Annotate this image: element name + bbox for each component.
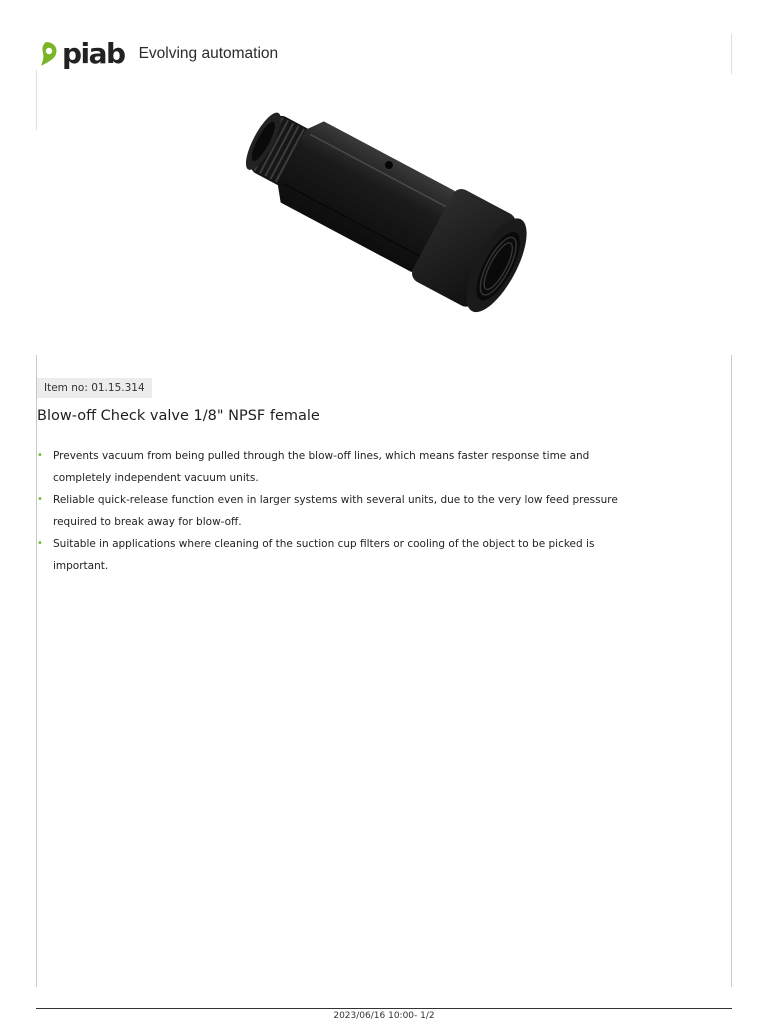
bullet-icon: • (37, 538, 43, 549)
feature-text: Suitable in applications where cleaning of the suction cup filters or cooling of the object to be picked is important. (53, 538, 595, 572)
page-header (38, 38, 278, 70)
brand-tagline: Evolving automation (138, 45, 279, 62)
frame-line-right (731, 355, 732, 987)
piab-logo (38, 39, 125, 69)
footer-divider (36, 1008, 732, 1009)
check-valve-image (225, 95, 545, 335)
brand-name: piab (62, 37, 125, 70)
frame-line-left-top (36, 70, 37, 130)
bullet-icon: • (37, 450, 43, 461)
piab-logo-icon (38, 39, 60, 69)
list-item (37, 489, 627, 533)
product-title: Blow-off Check valve 1/8" NPSF female (37, 408, 320, 424)
list-item (37, 533, 627, 577)
bullet-icon: • (37, 494, 43, 505)
list-item (37, 445, 627, 489)
feature-list (37, 445, 627, 577)
page-footer: 2023/06/16 10:00- 1/2 (333, 1011, 435, 1021)
frame-line-right-top (731, 34, 732, 74)
item-number-badge: Item no: 01.15.314 (37, 378, 152, 398)
feature-text: Reliable quick-release function even in larger systems with several units, due to the very low feed pressure required to break away for blow-off. (53, 494, 618, 528)
feature-text: Prevents vacuum from being pulled through the blow-off lines, which means faster response time and completely independent vacuum units. (53, 450, 590, 484)
